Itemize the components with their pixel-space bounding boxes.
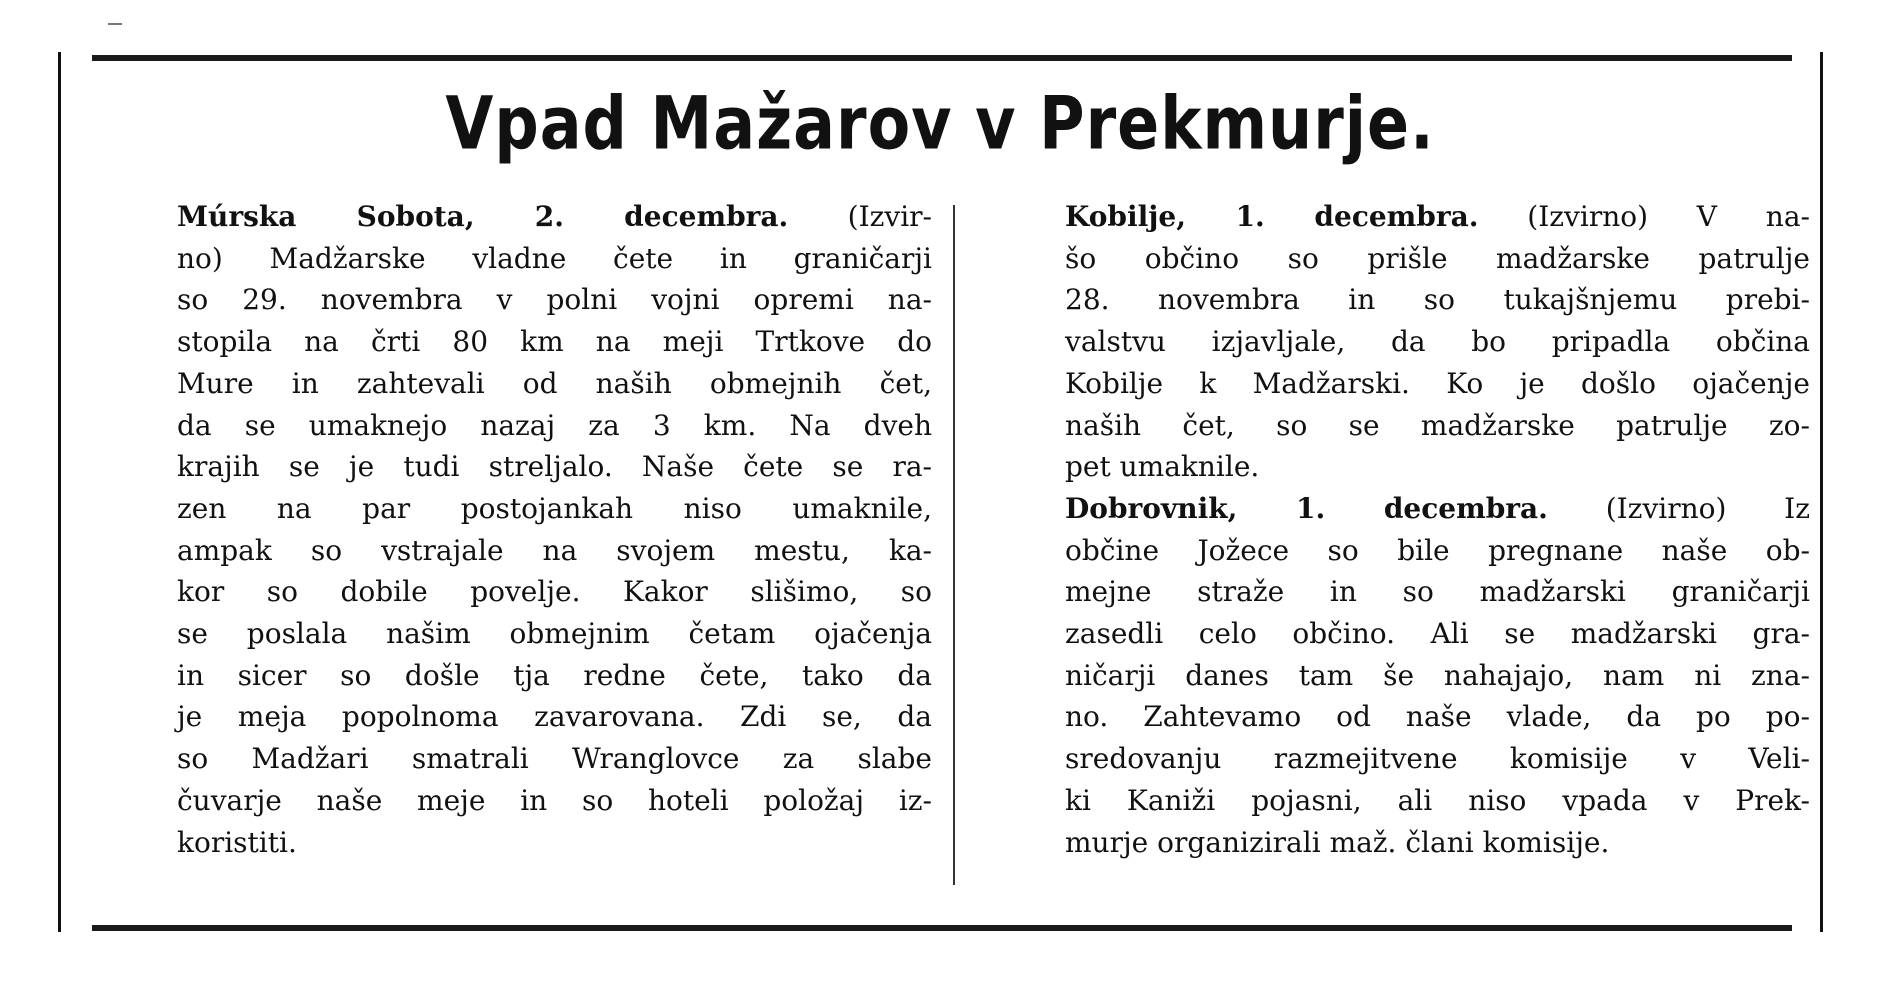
text-line: ničarji danes tam še nahajajo, nam ni zna-	[1065, 658, 1810, 692]
text-line: so 29. novembra v polni vojni opremi na-	[177, 283, 932, 317]
text-line: čuvarje naše meje in so hoteli položaj iz-	[177, 783, 932, 817]
text-line: so Madžari smatrali Wranglovce za slabe	[177, 742, 932, 776]
text-line: kor so dobile povelje. Kakor slišimo, so	[177, 575, 932, 609]
text-line: Múrska Sobota, 2. decembra. (Izvir-	[177, 200, 932, 233]
text-line: se poslala našim obmejnim četam ojačenja	[177, 617, 932, 651]
text-line: 28. novembra in so tukajšnjemu prebi-	[1065, 283, 1810, 317]
text-line: no) Madžarske vladne čete in graničarji	[177, 241, 932, 275]
column-divider	[953, 205, 955, 885]
text-line: ki Kaniži pojasni, ali niso vpada v Prek-	[1065, 783, 1810, 817]
text-line: zasedli celo občino. Ali se madžarski gra-	[1065, 617, 1810, 651]
text-line: valstvu izjavljale, da bo pripadla občina	[1065, 325, 1810, 359]
text-line: krajih se je tudi streljalo. Naše čete se ra-	[177, 450, 932, 484]
text-line: Dobrovnik, 1. decembra. (Izvirno) Iz	[1065, 491, 1810, 525]
text-line: Kobilje k Madžarski. Ko je došlo ojačenje	[1065, 366, 1810, 400]
article-paragraph	[92, 196, 932, 863]
bottom-rule	[92, 925, 1792, 931]
article-paragraph	[980, 196, 1810, 488]
right-column	[980, 196, 1810, 863]
text-line: sredovanju razmejitvene komisije v Veli-	[1065, 742, 1810, 776]
dateline: Dobrovnik, 1. decembra.	[1065, 491, 1548, 525]
text-line: Mure in zahtevali od naših obmejnih čet,	[177, 366, 932, 400]
article-headline: Vpad Mažarov v Prekmurje.	[445, 80, 1435, 167]
text-line: da se umaknejo nazaj za 3 km. Na dveh	[177, 408, 932, 442]
text-line: šo občino so prišle madžarske patrulje	[1065, 241, 1810, 275]
top-rule	[92, 55, 1792, 61]
text-line: je meja popolnoma zavarovana. Zdi se, da	[177, 700, 932, 734]
text-line: murje organizirali maž. člani komisije.	[1065, 825, 1610, 859]
text-line: pet umaknile.	[1065, 450, 1260, 484]
left-column	[92, 196, 932, 863]
text-line: ampak so vstrajale na svojem mestu, ka-	[177, 533, 932, 567]
text-line: stopila na črti 80 km na meji Trtkove do	[177, 325, 932, 359]
text-line: in sicer so došle tja redne čete, tako da	[177, 658, 932, 692]
text-line: mejne straže in so madžarski graničarji	[1065, 575, 1810, 609]
text-line: koristiti.	[177, 825, 297, 859]
text-line: no. Zahtevamo od naše vlade, da po po-	[1065, 700, 1810, 734]
text-line: zen na par postojankah niso umaknile,	[177, 491, 932, 525]
print-speck	[108, 23, 122, 25]
right-border	[1820, 52, 1823, 932]
article-paragraph	[980, 488, 1810, 863]
text-line: občine Jožece so bile pregnane naše ob-	[1065, 533, 1810, 567]
text-line: naših čet, so se madžarske patrulje zo-	[1065, 408, 1810, 442]
dateline: Kobilje, 1. decembra.	[1065, 200, 1479, 233]
dateline: Múrska Sobota, 2. decembra.	[177, 200, 789, 233]
text-line: Kobilje, 1. decembra. (Izvirno) V na-	[1065, 200, 1810, 233]
left-border	[58, 52, 61, 932]
